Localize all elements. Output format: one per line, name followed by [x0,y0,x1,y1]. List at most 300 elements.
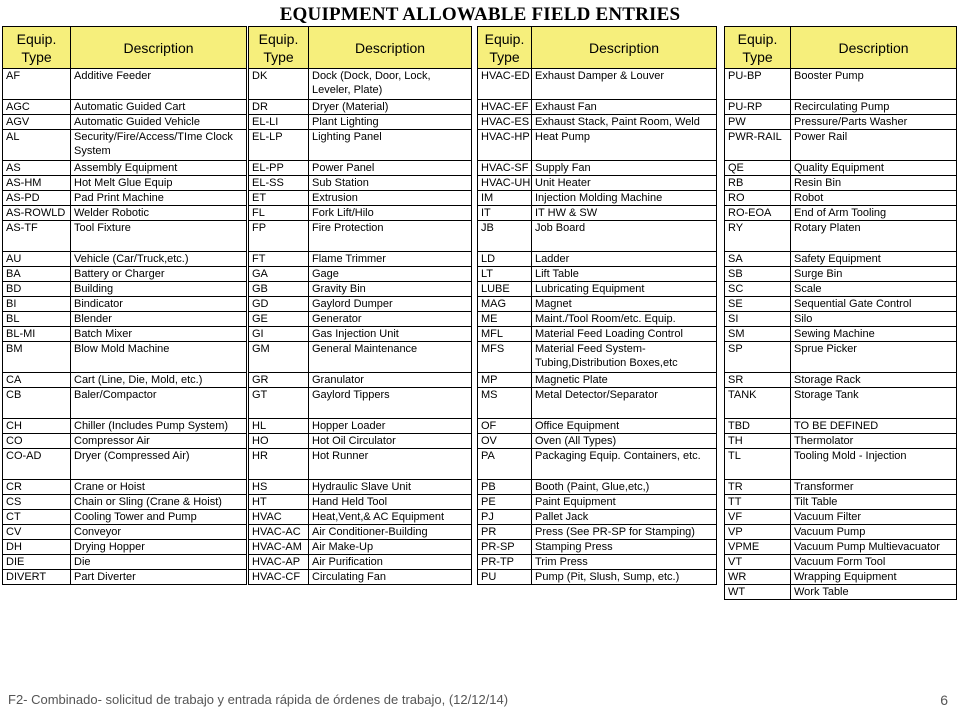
description-cell: Gaylord Dumper [309,297,472,312]
description-cell: Batch Mixer [71,327,247,342]
table-row [3,312,247,327]
equip-type-cell: MS [478,388,532,419]
equip-type-cell: HVAC-HP [478,130,532,161]
table-header-row [478,27,717,69]
table-header-row [725,27,957,69]
table-row [3,267,247,282]
document-title: EQUIPMENT ALLOWABLE FIELD ENTRIES [279,4,681,25]
table-row [478,449,717,480]
equip-type-cell: PB [478,480,532,495]
table-row [249,267,472,282]
description-cell: Baler/Compactor [71,388,247,419]
table-row [249,373,472,388]
table-row [478,312,717,327]
description-cell: Tilt Table [791,495,957,510]
header-description: Description [71,27,247,69]
equipment-table [477,26,717,585]
equip-type-cell: LT [478,267,532,282]
equip-type-cell: HVAC-ES [478,115,532,130]
table-row [725,297,957,312]
table-row [478,176,717,191]
equip-type-cell: PU-BP [725,69,791,100]
equip-type-cell: SA [725,252,791,267]
equip-type-cell: AS [3,161,71,176]
equip-type-cell: JB [478,221,532,252]
description-cell: Exhaust Stack, Paint Room, Weld [532,115,717,130]
equip-type-cell: MP [478,373,532,388]
table-row [249,570,472,585]
equipment-grid [2,26,957,666]
equip-type-cell: VT [725,555,791,570]
description-cell: Quality Equipment [791,161,957,176]
equip-type-cell: EL-LI [249,115,309,130]
table-row [3,327,247,342]
description-cell: Safety Equipment [791,252,957,267]
equip-type-cell: GM [249,342,309,373]
description-cell: Office Equipment [532,419,717,434]
equip-type-cell: VF [725,510,791,525]
equipment-column-4 [724,26,957,666]
description-cell: Power Panel [309,161,472,176]
description-cell: Part Diverter [71,570,247,585]
equip-type-cell: CT [3,510,71,525]
description-cell: Hot Oil Circulator [309,434,472,449]
table-row [3,449,247,480]
description-cell: Wrapping Equipment [791,570,957,585]
header-equip-type: Equip. Type [478,27,532,69]
table-row [249,161,472,176]
equip-type-cell: HVAC-EF [478,100,532,115]
equip-type-cell: HVAC-AP [249,555,309,570]
description-cell: Metal Detector/Separator [532,388,717,419]
equip-type-cell: HVAC-AC [249,525,309,540]
table-row [249,115,472,130]
equip-type-cell: AS-PD [3,191,71,206]
table-row [725,510,957,525]
table-row [3,115,247,130]
description-cell: Air Purification [309,555,472,570]
table-row [725,221,957,252]
table-row [478,100,717,115]
equip-type-cell: EL-PP [249,161,309,176]
equip-type-cell: IM [478,191,532,206]
description-cell: Additive Feeder [71,69,247,100]
description-cell: Dock (Dock, Door, Lock, Leveler, Plate) [309,69,472,100]
table-row [478,388,717,419]
description-cell: Fork Lift/Hilo [309,206,472,221]
table-row [478,525,717,540]
equip-type-cell: OV [478,434,532,449]
description-cell: Sequential Gate Control [791,297,957,312]
description-cell: Heat Pump [532,130,717,161]
table-row [478,267,717,282]
description-cell: Gage [309,267,472,282]
description-cell: Chiller (Includes Pump System) [71,419,247,434]
equip-type-cell: SR [725,373,791,388]
description-cell: Exhaust Damper & Louver [532,69,717,100]
description-cell: Vacuum Pump [791,525,957,540]
equip-type-cell: BD [3,282,71,297]
header-description: Description [791,27,957,69]
description-cell: Lubricating Equipment [532,282,717,297]
description-cell: Sub Station [309,176,472,191]
table-row [249,525,472,540]
description-cell: Material Feed Loading Control [532,327,717,342]
equip-type-cell: HO [249,434,309,449]
table-row [725,525,957,540]
description-cell: Lighting Panel [309,130,472,161]
table-row [249,434,472,449]
description-cell: Unit Heater [532,176,717,191]
description-cell: Welder Robotic [71,206,247,221]
description-cell: Flame Trimmer [309,252,472,267]
equip-type-cell: PW [725,115,791,130]
table-row [725,252,957,267]
description-cell: Recirculating Pump [791,100,957,115]
table-row [3,555,247,570]
description-cell: Assembly Equipment [71,161,247,176]
description-cell: Magnetic Plate [532,373,717,388]
description-cell: Resin Bin [791,176,957,191]
equip-type-cell: QE [725,161,791,176]
table-row [478,327,717,342]
equip-type-cell: PU-RP [725,100,791,115]
description-cell: Air Conditioner-Building [309,525,472,540]
table-row [478,191,717,206]
table-row [3,161,247,176]
table-row [3,130,247,161]
equip-type-cell: ET [249,191,309,206]
table-row [249,480,472,495]
table-row [3,206,247,221]
equip-type-cell: PE [478,495,532,510]
equip-type-cell: SC [725,282,791,297]
table-row [249,495,472,510]
table-row [249,69,472,100]
table-row [3,480,247,495]
equip-type-cell: AU [3,252,71,267]
description-cell: Vacuum Filter [791,510,957,525]
table-row [249,540,472,555]
equip-type-cell: TBD [725,419,791,434]
table-row [478,130,717,161]
equip-type-cell: HVAC-CF [249,570,309,585]
description-cell: Circulating Fan [309,570,472,585]
description-cell: Hydraulic Slave Unit [309,480,472,495]
equip-type-cell: CR [3,480,71,495]
table-row [478,282,717,297]
description-cell: Dryer (Compressed Air) [71,449,247,480]
description-cell: TO BE DEFINED [791,419,957,434]
description-cell: Blender [71,312,247,327]
table-row [249,282,472,297]
equip-type-cell: DK [249,69,309,100]
equip-type-cell: LD [478,252,532,267]
table-row [725,388,957,419]
equip-type-cell: VP [725,525,791,540]
header-description: Description [309,27,472,69]
description-cell: Lift Table [532,267,717,282]
equip-type-cell: HVAC [249,510,309,525]
table-row [249,297,472,312]
equip-type-cell: HVAC-SF [478,161,532,176]
equip-type-cell: RB [725,176,791,191]
table-row [725,449,957,480]
table-row [249,191,472,206]
equip-type-cell: BA [3,267,71,282]
table-row [3,342,247,373]
table-row [3,297,247,312]
description-cell: Trim Press [532,555,717,570]
table-row [478,221,717,252]
equipment-column-3 [477,26,717,666]
equip-type-cell: PWR-RAIL [725,130,791,161]
description-cell: Blow Mold Machine [71,342,247,373]
equip-type-cell: SB [725,267,791,282]
table-row [3,191,247,206]
equip-type-cell: DH [3,540,71,555]
description-cell: Ladder [532,252,717,267]
equip-type-cell: TH [725,434,791,449]
description-cell: Vacuum Pump Multievacuator [791,540,957,555]
equip-type-cell: CO-AD [3,449,71,480]
description-cell: Building [71,282,247,297]
equip-type-cell: BL-MI [3,327,71,342]
table-row [249,555,472,570]
description-cell: Job Board [532,221,717,252]
table-row [478,115,717,130]
equip-type-cell: CO [3,434,71,449]
equip-type-cell: RO-EOA [725,206,791,221]
table-row [478,419,717,434]
equipment-column-1 [2,26,247,666]
equip-type-cell: FL [249,206,309,221]
description-cell: Hot Runner [309,449,472,480]
equip-type-cell: AS-ROWLD [3,206,71,221]
description-cell: Material Feed System-Tubing,Distribution Boxes,etc [532,342,717,373]
description-cell: Gaylord Tippers [309,388,472,419]
equip-type-cell: TT [725,495,791,510]
description-cell: Magnet [532,297,717,312]
description-cell: Pallet Jack [532,510,717,525]
equip-type-cell: ME [478,312,532,327]
table-header-row [249,27,472,69]
description-cell: Exhaust Fan [532,100,717,115]
description-cell: Bindicator [71,297,247,312]
equip-type-cell: GA [249,267,309,282]
description-cell: Rotary Platen [791,221,957,252]
table-row [3,419,247,434]
table-row [249,252,472,267]
table-row [725,434,957,449]
description-cell: Power Rail [791,130,957,161]
table-row [725,282,957,297]
equip-type-cell: DR [249,100,309,115]
equipment-table [724,26,957,600]
equip-type-cell: BL [3,312,71,327]
equipment-column-2 [248,26,472,666]
description-cell: Security/Fire/Access/TIme Clock System [71,130,247,161]
equip-type-cell: HL [249,419,309,434]
description-cell: Work Table [791,585,957,600]
description-cell: Sprue Picker [791,342,957,373]
table-row [3,434,247,449]
description-cell: General Maintenance [309,342,472,373]
description-cell: IT HW & SW [532,206,717,221]
equip-type-cell: EL-SS [249,176,309,191]
description-cell: Heat,Vent,& AC Equipment [309,510,472,525]
equip-type-cell: TR [725,480,791,495]
description-cell: Extrusion [309,191,472,206]
description-cell: End of Arm Tooling [791,206,957,221]
equip-type-cell: SP [725,342,791,373]
table-row [725,206,957,221]
description-cell: Injection Molding Machine [532,191,717,206]
equip-type-cell: AF [3,69,71,100]
description-cell: Dryer (Material) [309,100,472,115]
equip-type-cell: SE [725,297,791,312]
equip-type-cell: HS [249,480,309,495]
equipment-table [248,26,472,585]
equip-type-cell: DIVERT [3,570,71,585]
table-row [3,525,247,540]
table-row [478,480,717,495]
description-cell: Press (See PR-SP for Stamping) [532,525,717,540]
equip-type-cell: AGC [3,100,71,115]
table-row [725,555,957,570]
table-row [249,327,472,342]
table-row [478,206,717,221]
table-row [725,176,957,191]
table-row [249,100,472,115]
table-row [3,373,247,388]
equip-type-cell: AL [3,130,71,161]
description-cell: Surge Bin [791,267,957,282]
description-cell: Die [71,555,247,570]
table-row [725,312,957,327]
description-cell: Hopper Loader [309,419,472,434]
table-row [725,495,957,510]
equip-type-cell: PR [478,525,532,540]
table-row [249,388,472,419]
description-cell: Generator [309,312,472,327]
equip-type-cell: CH [3,419,71,434]
description-cell: Robot [791,191,957,206]
equip-type-cell: GR [249,373,309,388]
table-row [725,480,957,495]
equip-type-cell: BM [3,342,71,373]
equip-type-cell: HR [249,449,309,480]
equip-type-cell: HT [249,495,309,510]
equip-type-cell: GD [249,297,309,312]
description-cell: Tool Fixture [71,221,247,252]
table-row [725,69,957,100]
description-cell: Stamping Press [532,540,717,555]
table-row [249,206,472,221]
table-row [725,373,957,388]
equip-type-cell: PA [478,449,532,480]
description-cell: Silo [791,312,957,327]
equip-type-cell: CV [3,525,71,540]
equipment-table [2,26,247,585]
description-cell: Tooling Mold - Injection [791,449,957,480]
description-cell: Pump (Pit, Slush, Sump, etc.) [532,570,717,585]
equip-type-cell: RO [725,191,791,206]
description-cell: Compressor Air [71,434,247,449]
table-row [3,282,247,297]
description-cell: Maint./Tool Room/etc. Equip. [532,312,717,327]
description-cell: Scale [791,282,957,297]
table-row [3,388,247,419]
equip-type-cell: AS-TF [3,221,71,252]
header-equip-type: Equip. Type [725,27,791,69]
table-row [478,510,717,525]
equip-type-cell: EL-LP [249,130,309,161]
equip-type-cell: GB [249,282,309,297]
equip-type-cell: PR-TP [478,555,532,570]
description-cell: Pad Print Machine [71,191,247,206]
table-row [725,267,957,282]
table-row [725,570,957,585]
equip-type-cell: PR-SP [478,540,532,555]
equip-type-cell: DIE [3,555,71,570]
table-row [478,342,717,373]
description-cell: Cooling Tower and Pump [71,510,247,525]
equip-type-cell: MAG [478,297,532,312]
equip-type-cell: HVAC-UH [478,176,532,191]
table-row [478,570,717,585]
equip-type-cell: GI [249,327,309,342]
table-row [3,570,247,585]
description-cell: Cart (Line, Die, Mold, etc.) [71,373,247,388]
table-row [478,495,717,510]
header-equip-type: Equip. Type [3,27,71,69]
equip-type-cell: TANK [725,388,791,419]
table-row [478,297,717,312]
table-row [725,100,957,115]
description-cell: Plant Lighting [309,115,472,130]
table-row [478,252,717,267]
description-cell: Chain or Sling (Crane & Hoist) [71,495,247,510]
description-cell: Transformer [791,480,957,495]
table-header-row [3,27,247,69]
equip-type-cell: SI [725,312,791,327]
description-cell: Granulator [309,373,472,388]
description-cell: Battery or Charger [71,267,247,282]
equip-type-cell: GE [249,312,309,327]
equip-type-cell: FT [249,252,309,267]
description-cell: Thermolator [791,434,957,449]
equip-type-cell: CA [3,373,71,388]
description-cell: Hot Melt Glue Equip [71,176,247,191]
equip-type-cell: RY [725,221,791,252]
description-cell: Booth (Paint, Glue,etc,) [532,480,717,495]
header-equip-type: Equip. Type [249,27,309,69]
table-row [3,176,247,191]
equip-type-cell: GT [249,388,309,419]
description-cell: Supply Fan [532,161,717,176]
equip-type-cell: WT [725,585,791,600]
equip-type-cell: CB [3,388,71,419]
table-row [478,434,717,449]
table-row [249,449,472,480]
table-row [478,555,717,570]
table-row [3,495,247,510]
description-cell: Storage Tank [791,388,957,419]
equip-type-cell: PJ [478,510,532,525]
description-cell: Paint Equipment [532,495,717,510]
description-cell: Hand Held Tool [309,495,472,510]
